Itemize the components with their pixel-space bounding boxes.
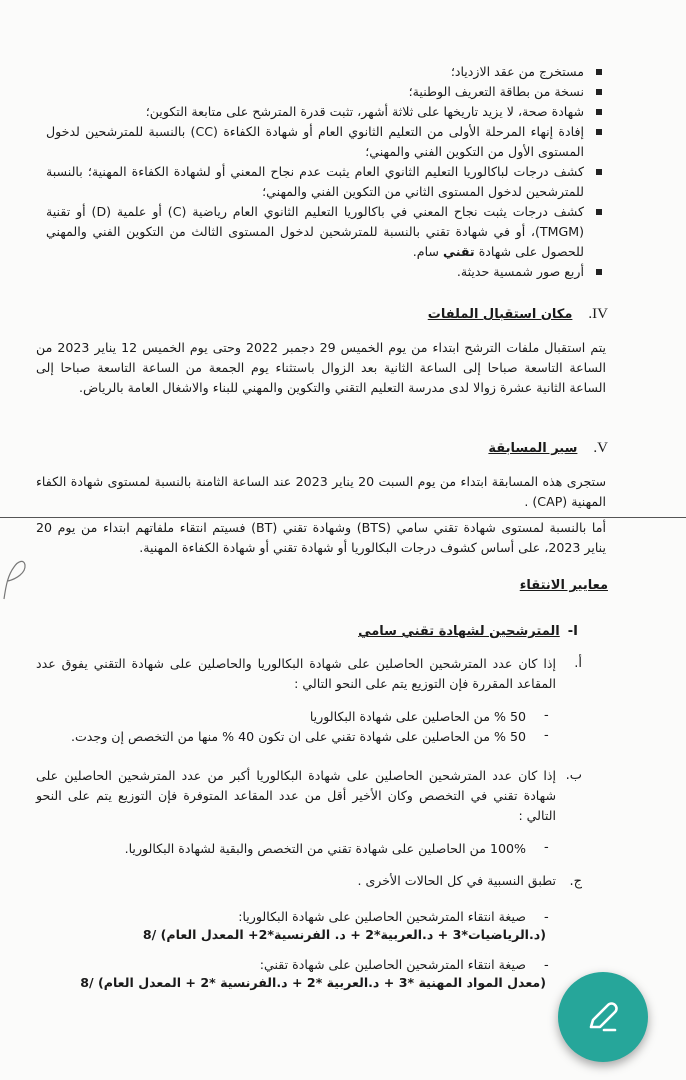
pencil-edit-icon [583, 997, 623, 1037]
list-item [46, 162, 606, 202]
item-marker-a: أ. [574, 656, 582, 671]
formula-1-label: صيغة انتقاء المترشحين الحاصلين على شهادة البكالوريا: [238, 909, 526, 924]
item-c-text: تطبق النسبية في كل الحالات الأخرى . [357, 873, 556, 888]
criteria-title: معايير الانتقاء [519, 578, 608, 593]
requirements-list [46, 62, 606, 282]
section-5-heading [488, 440, 608, 457]
criteria-heading [520, 578, 608, 593]
formula-1: (د.الرياضيات*3 + د.العربية*2 + د. الفرنسية*2+ المعدل العام) /8 [142, 927, 546, 942]
item-marker-b: ب. [565, 768, 582, 783]
list-item [46, 122, 606, 162]
section-title: مكان استقبال الملفات [427, 307, 573, 322]
section-5-body-2: أما بالنسبة لمستوى شهادة تقني سامي (BTS) وشهادة تقني (BT) فسيتم انتقاء ملفاتهم ابتداء من يوم 20 يناير 2023، على أساس كشوف درجات البكالوريا أو شهادة تقني أو شهادة الكفاءة المهنية. [36, 520, 606, 555]
dash-bullet: - [544, 708, 549, 723]
sub-number: I- [567, 624, 578, 639]
dash-bullet: - [544, 728, 549, 743]
list-item [46, 82, 606, 102]
list-item-text: شهادة صحة، لا يزيد تاريخها على ثلاثة أشهر، تثبت قدرة المترشح على متابعة التكوين؛ [145, 104, 584, 119]
item-marker-c: ج. [569, 874, 582, 889]
item-a-subitem: 50 % من الحاصلين على شهادة البكالوريا [309, 709, 526, 724]
item-b-subitem: 100% من الحاصلين على شهادة تقني من التخصص والبقية لشهادة البكالوريا. [124, 841, 526, 856]
list-item [46, 262, 606, 282]
list-item-text: أربع صور شمسية حديثة. [456, 264, 584, 279]
list-item-text: كشف درجات لباكالوريا التعليم الثانوي العام يثبت عدم نجاح المعني أو لشهادة الكفاءة المهنية؛ بالنسبة للمترشحين لدخول المستوى الثاني من التكوين الفني والمهني؛ [46, 164, 584, 199]
handwritten-mark-icon [0, 555, 30, 605]
section-4-body: يتم استقبال ملفات الترشح ابتداء من يوم الخميس 29 دجمبر 2022 وحتى يوم الخميس 12 يناير 2023 من الساعة التاسعة صباحا إلى الساعة الثانية بعد الزوال باستثناء يوم الجمعة من الساعة التاسعة صباحا إلى الساعة الثانية عشرة زوالا لدى مدرسة التعليم التقني والتكوين والمهني للبناء والاشغال العامة بالرياض. [36, 340, 607, 395]
item-b-text: إذا كان عدد المترشحين الحاصلين على شهادة البكالوريا أكبر من عدد المترشحين الحاصلين على شهادة تقني في التخصص وكان الأخير أقل من عدد المقاعد المتوفرة فإن التوزيع يتم على النحو التالي : [36, 768, 556, 823]
dash-bullet: - [544, 910, 549, 925]
list-item [46, 62, 606, 82]
edit-fab-button[interactable] [558, 972, 648, 1062]
list-item-tail: سام. [412, 244, 439, 259]
dash-bullet: - [544, 958, 549, 973]
item-a-subitem: 50 % من الحاصلين على شهادة تقني على ان تكون 40 % منها من التخصص إن وجدت. [70, 729, 526, 744]
list-item-text: إفادة إنهاء المرحلة الأولى من التعليم الثانوي العام أو شهادة الكفاءة (CC) بالنسبة للمترشحين لدخول المستوى الأول من التكوين الفني والمهني؛ [46, 124, 584, 159]
section-number: IV. [588, 306, 608, 322]
list-item-text: نسخة من بطاقة التعريف الوطنية؛ [408, 84, 584, 99]
section-number: V. [593, 440, 608, 456]
dash-bullet: - [544, 840, 549, 855]
list-item [46, 102, 606, 122]
sub1-heading [358, 624, 578, 639]
list-item [46, 202, 606, 262]
item-a-text: إذا كان عدد المترشحين الحاصلين على شهادة البكالوريا والحاصلين على شهادة التقني يفوق عدد المقاعد المقررة فإن التوزيع يتم على النحو التالي : [36, 656, 556, 691]
section-title: سير المسابقة [488, 441, 578, 456]
formula-2: (معدل المواد المهنية *3 + د.العربية *2 + د.الفرنسية *2 + المعدل العام) /8 [80, 975, 546, 990]
list-item-text: مستخرج من عقد الازدياد؛ [450, 64, 584, 79]
formula-2-label: صيغة انتقاء المترشحين الحاصلين على شهادة تقني: [259, 957, 526, 972]
section-4-heading [428, 306, 608, 323]
section-5-body-1: ستجرى هذه المسابقة ابتداء من يوم السبت 20 يناير 2023 عند الساعة الثامنة بالنسبة لمستوى شهادة الكفاء المهنية (CAP) . [36, 474, 606, 509]
list-item-bold: تقني [442, 244, 475, 259]
list-item-text: كشف درجات يثبت نجاح المعني في باكالوريا التعليم الثانوي العام رياضية (C) أو علمية (D) أو تقنية (TMGM)، أو في شهادة تقني بالنسبة للمترشحين لدخول المستوى الثالث من التكوين الفني والمهني للحصول على شهادة [46, 204, 584, 259]
sub-title: المترشحين لشهادة تقني سامي [358, 624, 560, 639]
